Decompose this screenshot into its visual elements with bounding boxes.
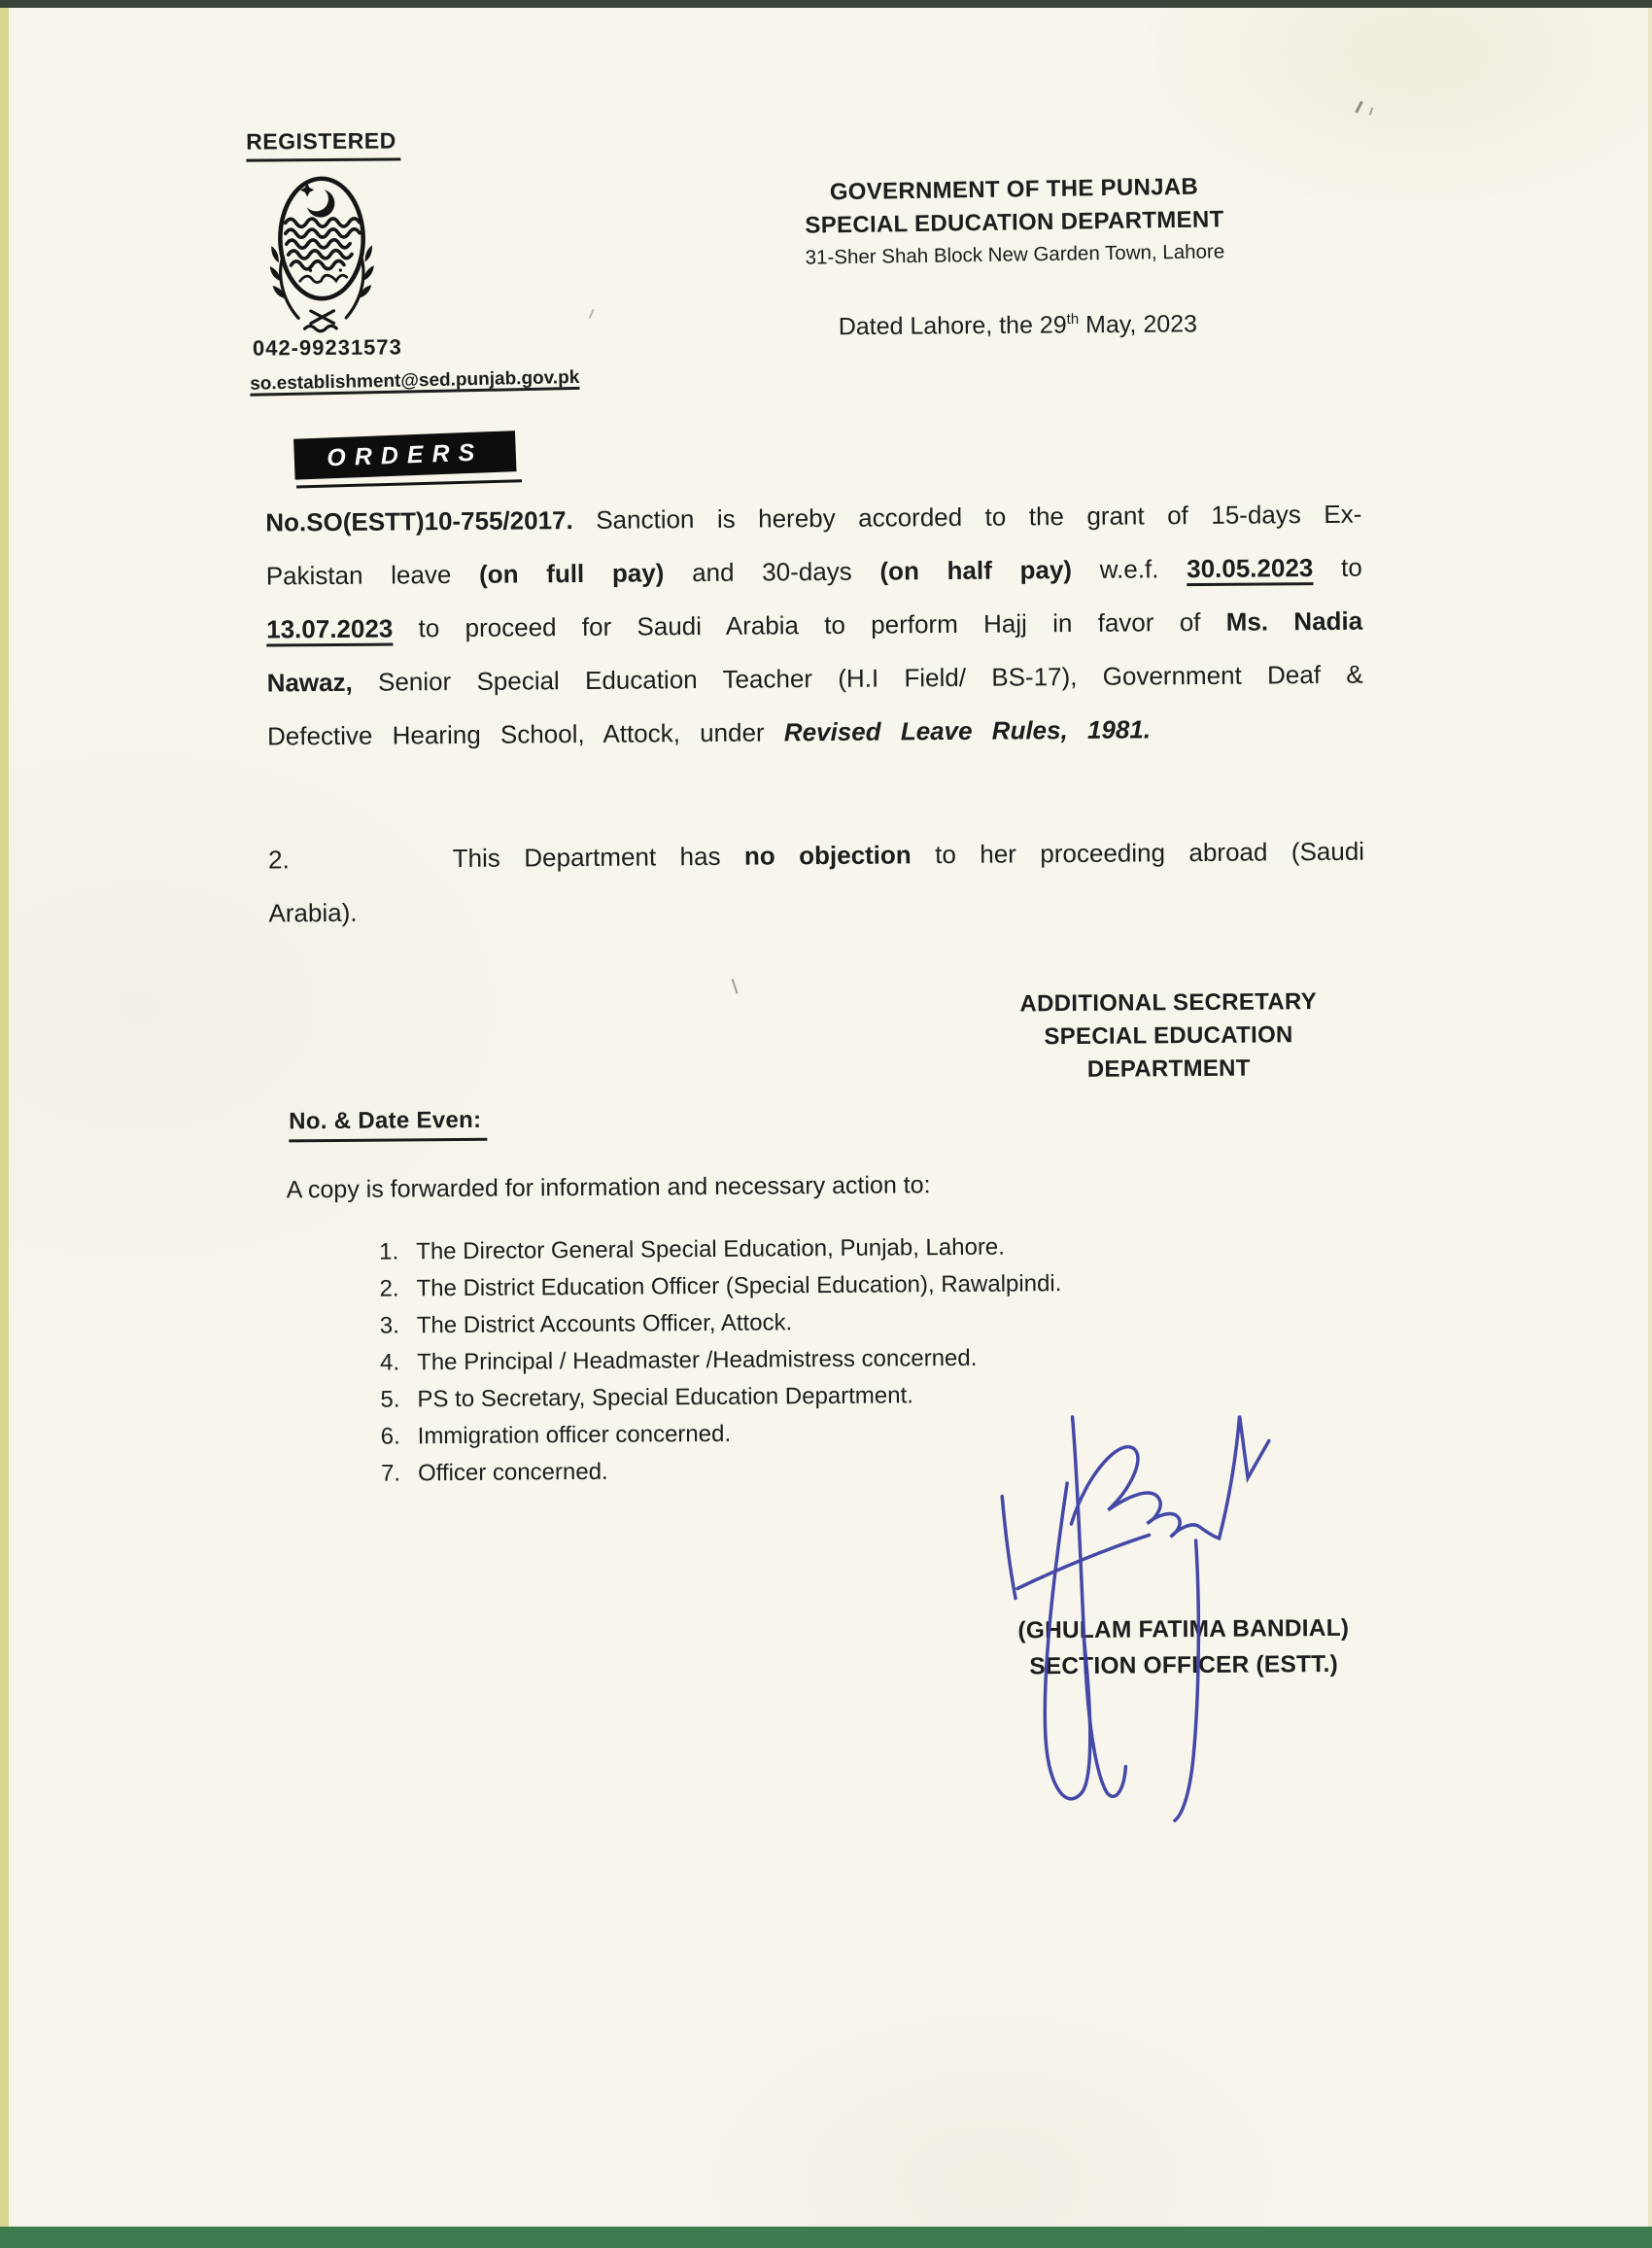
scan-artifact <box>589 309 595 319</box>
scan-artifact <box>732 979 739 994</box>
list-item-number: 6. <box>380 1423 400 1450</box>
forwarding-line: A copy is forwarded for information and necessary action to: <box>286 1171 931 1204</box>
leave-rules-reference: Revised Leave Rules, 1981. <box>783 714 1152 747</box>
paragraph-indent <box>290 867 453 868</box>
list-item-number: 4. <box>380 1349 400 1376</box>
department-letterhead <box>775 170 1253 273</box>
date-suffix: May, 2023 <box>1079 310 1198 339</box>
order-text-6: Senior Special Education Teacher (H.I Field/ BS-17), Government Deaf & Defective Hearing School, Attock, under <box>266 659 1363 751</box>
order-text-1: Sanction is hereby accorded to the grant of 15-days Ex-Pakistan leave <box>265 499 1362 591</box>
date-ordinal-suffix: th <box>1066 310 1080 329</box>
list-item-number: 7. <box>380 1460 401 1487</box>
list-item-text: The Principal / Headmaster /Headmistress concerned. <box>417 1344 978 1376</box>
list-item-number: 3. <box>379 1312 399 1339</box>
order-text-5: to proceed for Saudi Arabia to perform Hajj in favor of <box>393 606 1226 643</box>
list-item <box>380 1339 1062 1382</box>
date-prefix: Dated Lahore, the 29 <box>838 311 1067 341</box>
employee-name: Ms. Nadia Nawaz, <box>266 605 1363 698</box>
orders-heading-underline <box>296 479 522 488</box>
orders-heading: ORDERS <box>293 431 516 480</box>
scan-artifact <box>1355 101 1363 114</box>
no-objection-text-1: This Department has <box>452 841 745 874</box>
list-item-text: Immigration officer concerned. <box>417 1420 732 1450</box>
endorsement-heading: No. & Date Even: <box>289 1107 487 1143</box>
leave-start-date: 30.05.2023 <box>1187 553 1314 584</box>
punjab-government-emblem-icon <box>263 169 379 335</box>
leave-end-date: 13.07.2023 <box>266 613 394 644</box>
full-pay-phrase: (on full pay) <box>478 558 665 589</box>
list-item <box>379 1228 1061 1271</box>
signatory-designation-line3: DEPARTMENT <box>1086 1055 1251 1083</box>
signatory-designation-block <box>935 985 1402 1088</box>
signatory-designation-line2: SPECIAL EDUCATION <box>1044 1021 1293 1051</box>
list-item <box>380 1302 1062 1345</box>
letter-content <box>2 1 1652 2232</box>
department-address: 31-Sher Shah Block New Garden Town, Lahore <box>805 240 1225 269</box>
list-item <box>379 1265 1061 1308</box>
list-item-text: The District Accounts Officer, Attock. <box>416 1309 793 1339</box>
signatory-designation-line1: ADDITIONAL SECRETARY <box>1019 988 1318 1018</box>
signatory-name: (GHULAM FATIMA BANDIAL) <box>1017 1614 1350 1644</box>
signatory-title: SECTION OFFICER (ESTT.) <box>1029 1650 1339 1680</box>
phone-number: 042-99231573 <box>252 334 402 361</box>
list-item-number: 1. <box>379 1238 399 1265</box>
department-name: SPECIAL EDUCATION DEPARTMENT <box>805 206 1224 239</box>
list-item-text: The Director General Special Education, Punjab, Lahore. <box>416 1233 1005 1265</box>
half-pay-phrase: (on half pay) <box>879 555 1073 586</box>
no-objection-paragraph <box>268 825 1365 941</box>
order-text-3: w.e.f. <box>1071 554 1187 585</box>
date-line <box>839 310 1197 341</box>
government-name: GOVERNMENT OF THE PUNJAB <box>829 173 1199 206</box>
no-objection-text-2: to her proceeding abroad (Saudi Arabia). <box>268 836 1365 928</box>
list-item-text: The District Education Officer (Special Education), Rawalpindi. <box>416 1270 1062 1302</box>
order-text-4: to <box>1313 552 1362 583</box>
scan-artifact <box>1369 107 1374 115</box>
signature-ink <box>941 1382 1333 1837</box>
paragraph-number: 2. <box>267 845 290 875</box>
list-item-number: 5. <box>380 1386 400 1413</box>
reference-number: No.SO(ESTT)10-755/2017. <box>265 505 573 537</box>
registered-label: REGISTERED <box>246 127 400 161</box>
email-address: so.establishment@sed.punjab.gov.pk <box>250 366 580 395</box>
paper-sheet <box>9 8 1648 2227</box>
no-objection-phrase: no objection <box>743 840 912 871</box>
list-item-number: 2. <box>379 1275 399 1302</box>
list-item-text: PS to Secretary, Special Education Department. <box>417 1382 913 1413</box>
list-item-text: Officer concerned. <box>417 1458 608 1487</box>
order-paragraph <box>265 488 1363 764</box>
order-text-2: and 30-days <box>664 556 880 588</box>
